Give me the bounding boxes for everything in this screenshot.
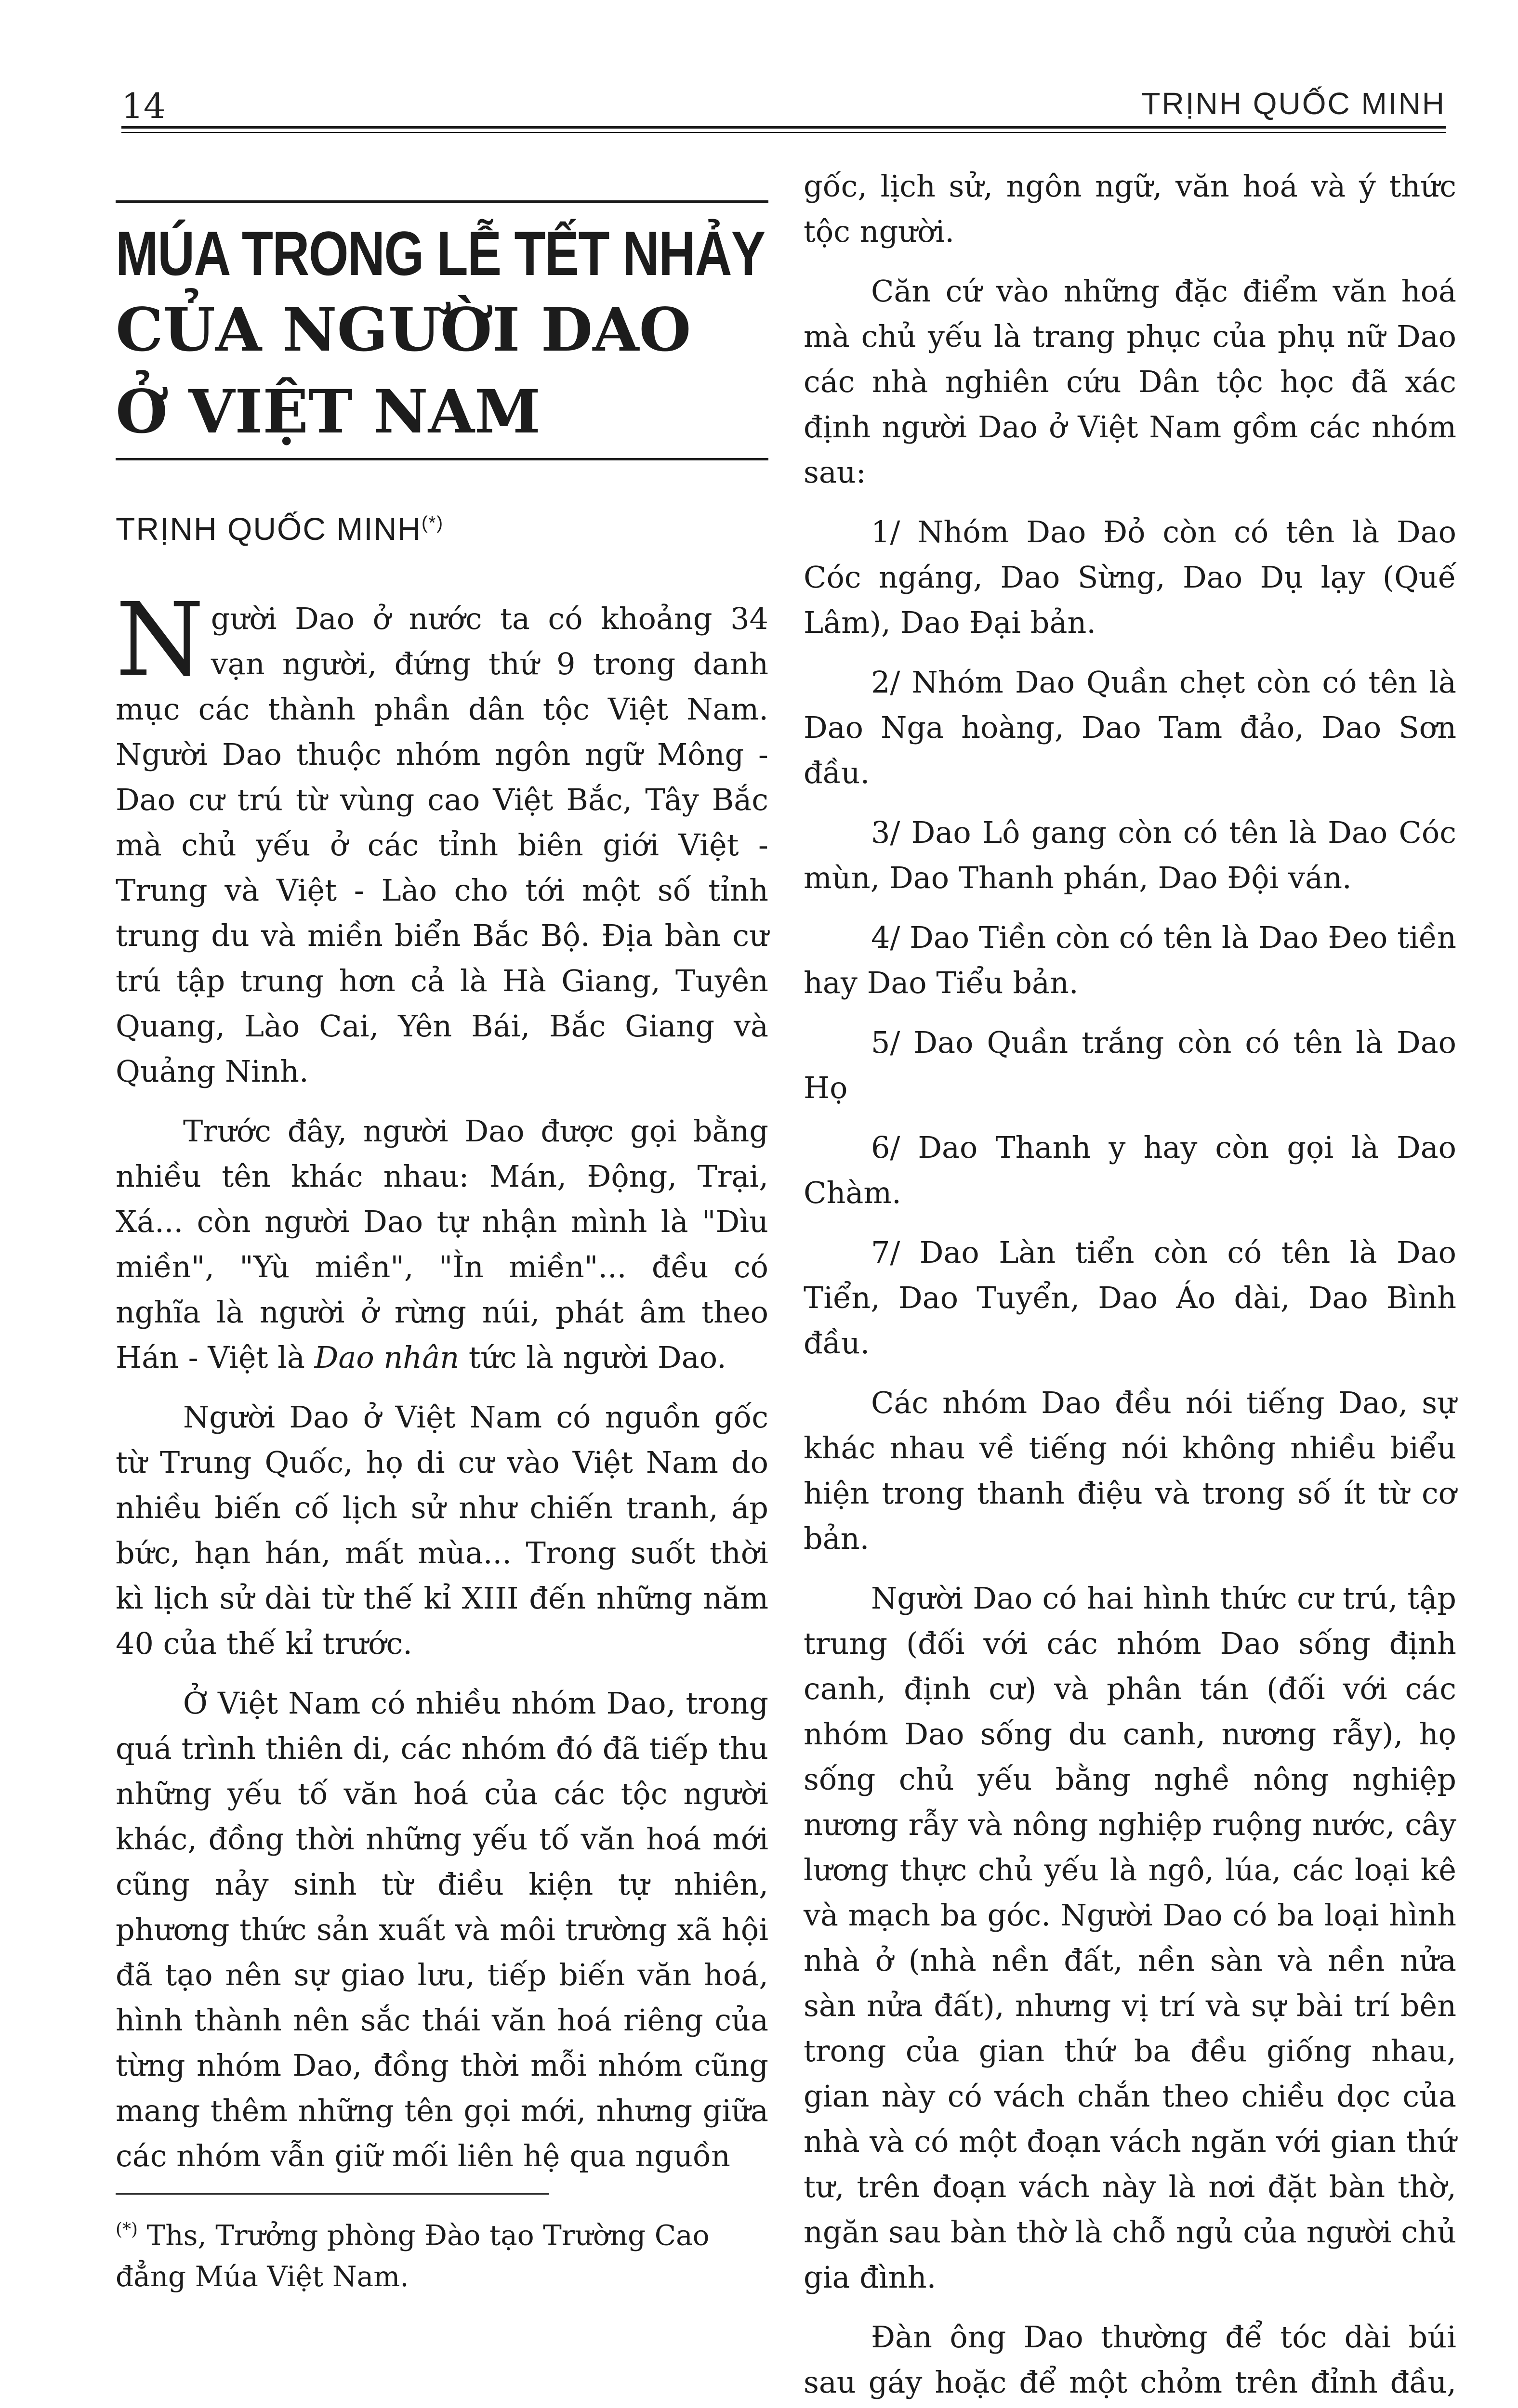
author-name: TRỊNH QUỐC MINH — [116, 511, 422, 547]
left-column — [116, 164, 768, 2297]
group-item: 7/ Dao Làn tiển còn có tên là Dao Tiển, Dao Tuyển, Dao Áo dài, Dao Bình đầu. — [804, 1235, 1456, 1361]
paragraph-names — [116, 1109, 768, 1380]
paragraph-groups: Ở Việt Nam có nhiều nhóm Dao, trong quá trình thiên di, các nhóm đó đã tiếp thu những yếu tố văn hoá của các tộc người khác, đồng thời những yếu tố văn hoá mới cũng nảy sinh từ điều kiện tự nhiên, phương thức sản xuất và môi trường xã hội đã tạo nên sự giao lưu, tiếp biến văn hoá, hình thành nên sắc thái văn hoá riêng của từng nhóm Dao, đồng thời mỗi nhóm cũng mang thêm những tên gọi mới, nhưng giữa các nhóm vẫn giữ mối liên hệ qua nguồn — [116, 1686, 768, 2173]
paragraph-continuation: gốc, lịch sử, ngôn ngữ, văn hoá và ý thức tộc người. — [804, 169, 1456, 249]
paragraph-men-hair: Đàn ông Dao thường để tóc dài búi sau gáy hoặc để một chỏm trên đỉnh đầu, — [804, 2319, 1456, 2400]
page-number: 14 — [121, 86, 166, 126]
group-item: 4/ Dao Tiền còn có tên là Dao Đeo tiền hay Dao Tiểu bản. — [804, 920, 1456, 1000]
paragraph-intro-text: gười Dao ở nước ta có khoảng 34 vạn người, đứng thứ 9 trong danh mục các thành phần dân tộc Việt Nam. Người Dao thuộc nhóm ngôn ngữ Mông - Dao cư trú từ vùng cao Việt Bắc, Tây Bắc mà chủ yếu ở các tỉnh biên giới Việt - Trung và Việt - Lào cho tới một số tỉnh trung du và miền biển Bắc Bộ. Địa bàn cư trú tập trung hơn cả là Hà Giang, Tuyên Quang, Lào Cai, Yên Bái, Bắc Giang và Quảng Ninh. — [116, 601, 768, 1089]
header-rule — [121, 126, 1446, 129]
right-column — [804, 164, 1456, 2408]
group-item: 3/ Dao Lô gang còn có tên là Dao Cóc mùn, Dao Thanh phán, Dao Đội ván. — [804, 815, 1456, 895]
group-item: 5/ Dao Quần trắng còn có tên là Dao Họ — [804, 1025, 1456, 1105]
paragraph-names-text: Trước đây, người Dao được gọi bằng nhiều tên khác nhau: Mán, Động, Trại, Xá... còn người Dao tự nhận mình là "Dìu miền", "Yù miền", "Ìn miền"... đều có nghĩa là người ở rừng núi, phát âm theo Hán - Việt là — [116, 1113, 768, 1375]
author-byline — [116, 504, 768, 548]
group-item: 6/ Dao Thanh y hay còn gọi là Dao Chàm. — [804, 1130, 1456, 1210]
group-item: 2/ Nhóm Dao Quần chẹt còn có tên là Dao Nga hoàng, Dao Tam đảo, Dao Sơn đầu. — [804, 665, 1456, 790]
paragraph-names-end: tức là người Dao. — [459, 1340, 726, 1375]
header-rule-thin — [121, 132, 1446, 133]
paragraph-intro — [116, 581, 768, 1094]
group-item: 1/ Nhóm Dao Đỏ còn có tên là Dao Cóc ngáng, Dao Sừng, Dao Dụ lạy (Quế Lâm), Dao Đại bản. — [804, 514, 1456, 640]
title-rule-top — [116, 200, 768, 203]
drop-cap: N — [116, 581, 204, 699]
article-title-line1: MÚA TRONG LỄ TẾT NHẢY — [116, 218, 765, 288]
footnote-rule — [116, 2193, 549, 2195]
paragraph-language: Các nhóm Dao đều nói tiếng Dao, sự khác nhau về tiếng nói không nhiều biểu hiện trong thanh điệu và trong số ít từ cơ bản. — [804, 1385, 1456, 1556]
italic-term: Dao nhân — [314, 1340, 460, 1375]
paragraph-residence: Người Dao có hai hình thức cư trú, tập trung (đối với các nhóm Dao sống định canh, định cư) và phân tán (đối với các nhóm Dao sống du canh, nương rẫy), họ sống chủ yếu bằng nghề nông nghiệp nương rẫy và nông nghiệp ruộng nước, cây lương thực chủ yếu là ngô, lúa, các loại kê và mạch ba góc. Người Dao có ba loại hình nhà ở (nhà nền đất, nền sàn và nền nửa sàn nửa đất), nhưng vị trí và sự bài trí bên trong của gian thứ ba đều giống nhau, gian này có vách chắn theo chiều dọc của nhà và có một đoạn vách ngăn với gian thứ tư, trên đoạn vách này là nơi đặt bàn thờ, ngăn sau bàn thờ là chỗ ngủ của người chủ gia đình. — [804, 1581, 1456, 2295]
title-rule-bottom — [116, 458, 768, 460]
running-head: TRỊNH QUỐC MINH — [1141, 86, 1446, 121]
footnote — [116, 2209, 768, 2297]
paragraph-classification: Căn cứ vào những đặc điểm văn hoá mà chủ yếu là trang phục của phụ nữ Dao các nhà nghiên cứu Dân tộc học đã xác định người Dao ở Việt Nam gồm các nhóm sau: — [804, 274, 1456, 490]
footnote-mark: (*) — [116, 2220, 138, 2239]
article-title-line3: Ở VIỆT NAM — [116, 377, 541, 447]
author-footnote-mark: (*) — [421, 513, 444, 533]
footnote-text: Ths, Trưởng phòng Đào tạo Trường Cao đẳng Múa Việt Nam. — [116, 2219, 710, 2293]
article-title-line2: CỦA NGƯỜI DAO — [116, 295, 691, 365]
paragraph-origin: Người Dao ở Việt Nam có nguồn gốc từ Trung Quốc, họ di cư vào Việt Nam do nhiều biến cố lịch sử như chiến tranh, áp bức, hạn hán, mất mùa... Trong suốt thời kì lịch sử dài từ thế kỉ XIII đến những năm 40 của thế kỉ trước. — [116, 1400, 768, 1661]
